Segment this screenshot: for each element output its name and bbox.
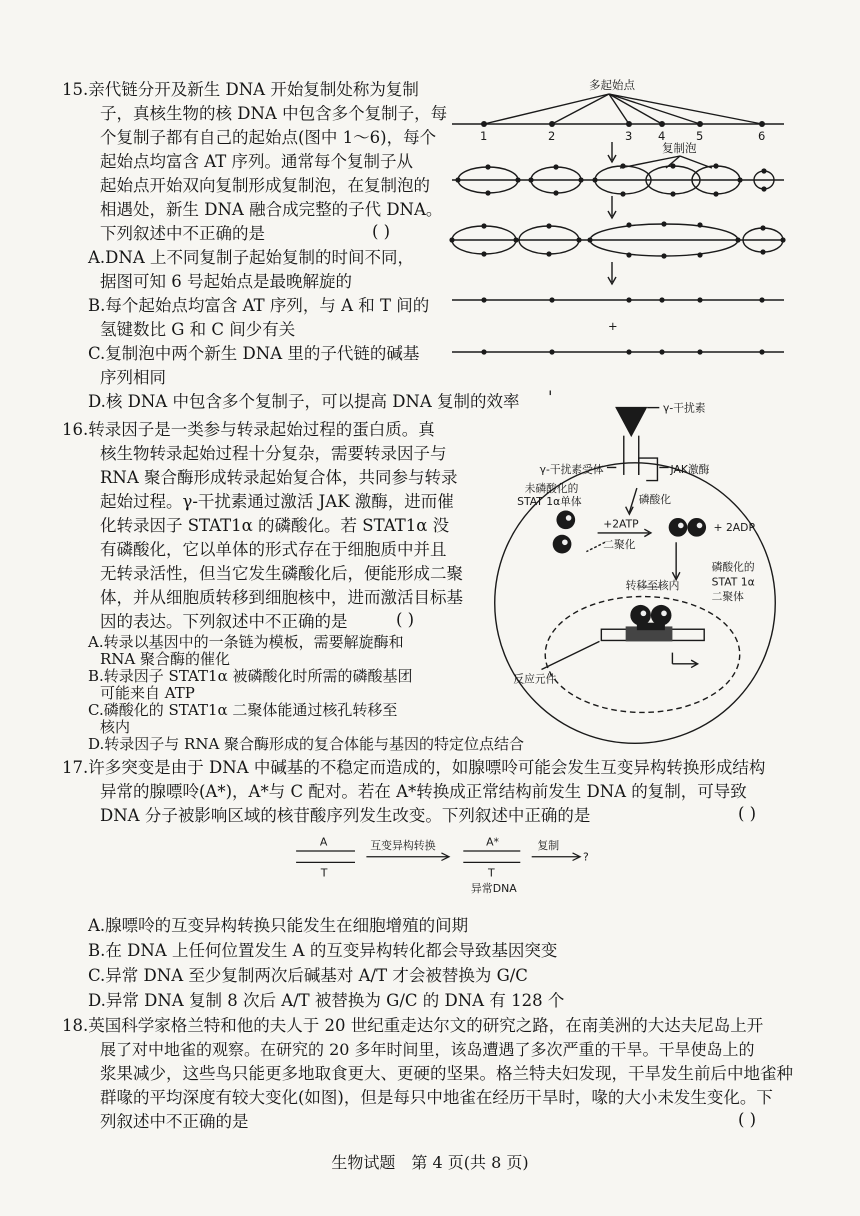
- phosphorylation-label: 磷酸化: [638, 492, 672, 506]
- q17-option-a: A.腺嘌呤的互变异构转换只能发生在细胞增殖的间期: [88, 916, 469, 935]
- origin-number: 1: [480, 129, 488, 143]
- abnormal-dna-label: 异常DNA: [470, 881, 517, 895]
- q16-line: 因的表达。下列叙述中不正确的是: [100, 612, 348, 631]
- q16-line: 起始过程。γ-干扰素通过激活 JAK 激酶，进而催: [100, 492, 454, 511]
- dimer-label-2: STAT 1α: [711, 575, 755, 589]
- q17-option-c: C.异常 DNA 至少复制两次后碱基对 A/T 才会被替换为 G/C: [88, 966, 528, 985]
- q17-line: 异常的腺嘌呤(A*)，A*与 C 配对。若在 A*转换成正常结构前发生 DNA 的复制，可导致: [100, 782, 747, 801]
- origins-label: 多起始点: [589, 78, 635, 92]
- q16-line: 16.转录因子是一类参与转录起始过程的蛋白质。真: [62, 420, 435, 439]
- interferon-label: γ-干扰素: [663, 402, 706, 415]
- q18-line: 群喙的平均深度有较大变化(如图)，但是每只中地雀在经历干旱时，喙的大小未发生变化。下: [100, 1088, 773, 1107]
- q16-option-b-cont: 可能来自 ATP: [100, 684, 195, 702]
- q17-line: 17.许多突变是由于 DNA 中碱基的不稳定而造成的，如腺嘌呤可能会发生互变异构转换形成结构: [62, 758, 766, 777]
- q16-line: 无转录活性，但当它发生磷酸化后，便能形成二聚: [100, 564, 463, 583]
- q18-line: 18.英国科学家格兰特和他的夫人于 20 世纪重走达尔文的研究之路，在南美洲的大达夫尼岛上开: [62, 1016, 764, 1035]
- q15-line: 下列叙述中不正确的是: [100, 224, 265, 243]
- bubble-label: 复制泡: [662, 141, 697, 155]
- base-t-2: T: [488, 866, 495, 880]
- q15-option-b-cont: 氢键数比 G 和 C 间少有关: [100, 320, 296, 339]
- q17-option-b: B.在 DNA 上任何位置发生 A 的互变异构转化都会导致基因突变: [88, 941, 558, 960]
- q17-option-d: D.异常 DNA 复制 8 次后 A/T 被替换为 G/C 的 DNA 有 128 个: [88, 991, 565, 1010]
- q15-line: 个复制子都有自己的起始点(图中 1～6)，每个: [100, 128, 437, 147]
- origin-number: 3: [625, 129, 633, 143]
- q18-answer-blank: ( ): [738, 1110, 757, 1129]
- page-footer: 生物试题 第 4 页(共 8 页): [331, 1153, 529, 1172]
- q16-line: 体，并从细胞质转移到细胞核中，进而激活目标基: [100, 588, 463, 607]
- q17-tautomer-figure: [280, 832, 620, 908]
- monomer-label-2: STAT 1α单体: [517, 494, 582, 508]
- q15-option-d: D.核 DNA 中包含多个复制子，可以提高 DNA 复制的效率: [88, 392, 520, 411]
- replicate-arrow-label: 复制: [537, 839, 560, 853]
- q15-option-c: C.复制泡中两个新生 DNA 里的子代链的碱基: [88, 344, 420, 363]
- q16-option-c-cont: 核内: [100, 718, 131, 736]
- plus-sign: +: [608, 319, 618, 333]
- response-element-label: 反应元件: [513, 672, 557, 686]
- q18-line: 展了对中地雀的观察。在研究的 20 多年时间里，该岛遭遇了多次严重的干旱。干旱使岛上的: [100, 1040, 755, 1059]
- adp-label: + 2ADP: [713, 521, 755, 535]
- q16-line: RNA 聚合酶形成转录起始复合体，共同参与转录: [100, 468, 458, 487]
- dimer-label-1: 磷酸化的: [711, 560, 755, 574]
- origin-number: 4: [658, 129, 666, 143]
- q15-replication-figure: [444, 76, 790, 376]
- q16-line: 有磷酸化，它以单体的形式存在于细胞质中并且: [100, 540, 447, 559]
- q17-line: DNA 分子被影响区域的核苷酸序列发生改变。下列叙述中正确的是: [100, 806, 591, 825]
- q16-option-c: C.磷酸化的 STAT1α 二聚体能通过核孔转移至: [88, 701, 398, 719]
- origin-number: 2: [548, 129, 556, 143]
- q16-line: 化转录因子 STAT1α 的磷酸化。若 STAT1α 没: [100, 516, 450, 535]
- q15-line: 15.亲代链分开及新生 DNA 开始复制处称为复制: [62, 80, 419, 99]
- q15-option-b: B.每个起始点均富含 AT 序列，与 A 和 T 间的: [88, 296, 430, 315]
- atp-label: +2ATP: [603, 517, 639, 531]
- q16-option-a: A.转录以基因中的一条链为模板，需要解旋酶和: [88, 633, 404, 651]
- q15-option-c-cont: 序列相同: [100, 368, 166, 387]
- q15-answer-blank: ( ): [372, 222, 391, 241]
- stray-mark: ': [548, 388, 553, 407]
- q15-option-a-cont: 据图可知 6 号起始点是最晚解旋的: [100, 272, 352, 291]
- q15-line: 起始点均富含 AT 序列。通常每个复制子从: [100, 152, 414, 171]
- dimer-label-3: 二聚体: [711, 590, 744, 604]
- q16-option-a-cont: RNA 聚合酶的催化: [100, 650, 231, 668]
- q15-line: 起始点开始双向复制形成复制泡，在复制泡的: [100, 176, 430, 195]
- q15-line: 子，真核生物的核 DNA 中包含多个复制子，每: [100, 104, 448, 123]
- question-mark: ?: [583, 850, 589, 864]
- q17-answer-blank: ( ): [738, 804, 757, 823]
- q15-option-a: A.DNA 上不同复制子起始复制的时间不同，: [88, 248, 414, 267]
- tautomer-arrow-label: 互变异构转换: [370, 839, 436, 853]
- receptor-label: γ-干扰素受体: [539, 463, 604, 477]
- q18-line: 列叙述中不正确的是: [100, 1112, 249, 1131]
- origin-number: 6: [758, 129, 766, 143]
- dimerize-label: 二聚化: [603, 537, 636, 551]
- q16-answer-blank: ( ): [396, 610, 415, 629]
- q16-option-d: D.转录因子与 RNA 聚合酶形成的复合体能与基因的特定位点结合: [88, 735, 525, 753]
- base-a: A: [319, 835, 328, 849]
- jak-label: JAK激酶: [670, 463, 710, 477]
- q16-option-b: B.转录因子 STAT1α 被磷酸化时所需的磷酸基团: [88, 667, 413, 685]
- q16-signaling-figure: [476, 402, 794, 748]
- base-t: T: [320, 866, 328, 880]
- q18-line: 浆果减少，这些鸟只能更多地取食更大、更硬的坚果。格兰特夫妇发现，干旱发生前后中地雀种: [100, 1064, 793, 1083]
- q15-line: 相遇处，新生 DNA 融合成完整的子代 DNA。: [100, 200, 443, 219]
- monomer-label-1: 未磷酸化的: [524, 481, 579, 495]
- q16-line: 核生物转录起始过程十分复杂，需要转录因子与: [100, 444, 447, 463]
- base-a-star: A*: [486, 835, 500, 849]
- origin-number: 5: [696, 129, 704, 143]
- to-nucleus-label: 转移至核内: [625, 579, 680, 593]
